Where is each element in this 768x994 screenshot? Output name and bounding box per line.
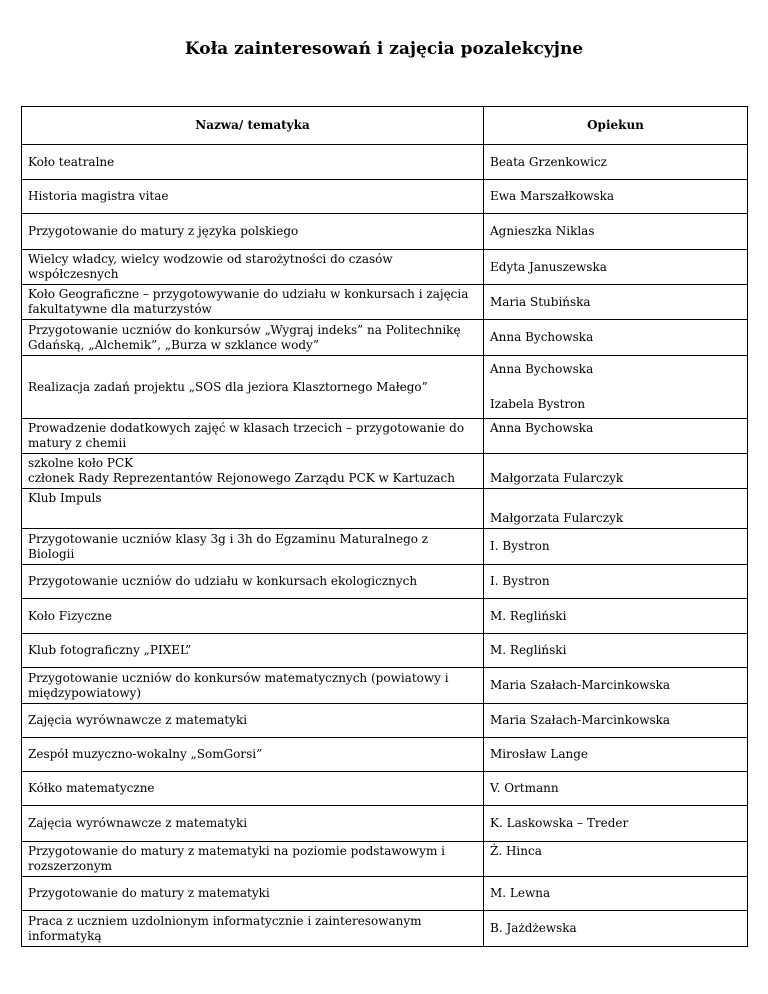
activity-name: Klub fotograficzny „PIXEL”	[22, 634, 484, 668]
table-row	[22, 180, 748, 214]
activity-name: Prowadzenie dodatkowych zajęć w klasach trzecich – przygotowanie do matury z chemii	[22, 419, 484, 454]
activity-name: Historia magistra vitae	[22, 180, 484, 214]
table-row	[22, 772, 748, 806]
table-row	[22, 704, 748, 738]
activity-name: Przygotowanie uczniów do konkursów „Wygraj indeks” na Politechnikę Gdańską, „Alchemik”, „Burza w szklance wody”	[22, 320, 484, 356]
activity-supervisor-2: Izabela Bystron	[490, 397, 586, 411]
table-row	[22, 214, 748, 250]
header-supervisor: Opiekun	[484, 107, 748, 145]
activity-supervisor: Ż. Hinca	[484, 842, 748, 877]
table-row	[22, 320, 748, 356]
activity-supervisor: Agnieszka Niklas	[484, 214, 748, 250]
header-name: Nazwa/ tematyka	[22, 107, 484, 145]
table-row	[22, 911, 748, 947]
activity-supervisor: Maria Szałach-Marcinkowska	[484, 704, 748, 738]
activity-name: Zajęcia wyrównawcze z matematyki	[22, 806, 484, 842]
page-title: Koła zainteresowań i zajęcia pozalekcyjne	[184, 39, 584, 59]
activity-supervisor: Edyta Januszewska	[484, 250, 748, 285]
activity-supervisor: Małgorzata Fularczyk	[484, 489, 748, 529]
table-row	[22, 285, 748, 320]
table-row	[22, 356, 748, 419]
activity-name: Zajęcia wyrównawcze z matematyki	[22, 704, 484, 738]
table-row	[22, 419, 748, 454]
activity-supervisor: Maria Szałach-Marcinkowska	[484, 668, 748, 704]
activity-supervisor: V. Ortmann	[484, 772, 748, 806]
activity-name-group	[22, 454, 484, 489]
activity-name: Wielcy władcy, wielcy wodzowie od starożytności do czasów współczesnych	[22, 250, 484, 285]
table-row	[22, 489, 748, 529]
activity-name: Przygotowanie uczniów do udziału w konkursach ekologicznych	[22, 565, 484, 599]
activity-supervisor: B. Jażdżewska	[484, 911, 748, 947]
table-row	[22, 738, 748, 772]
table-row	[22, 529, 748, 565]
activity-name: szkolne koło PCK	[28, 456, 134, 470]
table-row	[22, 634, 748, 668]
activity-supervisor: M. Regliński	[484, 599, 748, 634]
activity-name: Kółko matematyczne	[22, 772, 484, 806]
activity-name: Przygotowanie do matury z języka polskiego	[22, 214, 484, 250]
activity-name: Koło Geograficzne – przygotowywanie do udziału w konkursach i zajęcia fakultatywne dla maturzystów	[22, 285, 484, 320]
table-row	[22, 668, 748, 704]
table-row	[22, 454, 748, 489]
activity-supervisor: Anna Bychowska	[484, 320, 748, 356]
activity-supervisor: Maria Stubińska	[484, 285, 748, 320]
activity-name: Przygotowanie uczniów klasy 3g i 3h do Egzaminu Maturalnego z Biologii	[22, 529, 484, 565]
table-row	[22, 599, 748, 634]
activity-supervisor: Beata Grzenkowicz	[484, 145, 748, 180]
activity-name: Przygotowanie do matury z matematyki na poziomie podstawowym i rozszerzonym	[22, 842, 484, 877]
table-row	[22, 877, 748, 911]
activity-supervisor: Anna Bychowska	[484, 419, 748, 454]
activity-name: Koło teatralne	[22, 145, 484, 180]
activity-name: Przygotowanie do matury z matematyki	[22, 877, 484, 911]
activity-name: Realizacja zadań projektu „SOS dla jeziora Klasztornego Małego”	[22, 356, 484, 419]
activity-supervisor: M. Regliński	[484, 634, 748, 668]
activity-name: Zespół muzyczno-wokalny „SomGorsi”	[22, 738, 484, 772]
activity-supervisor: Anna Bychowska	[490, 362, 594, 376]
table-header-row	[22, 107, 748, 145]
activity-supervisor: I. Bystron	[484, 529, 748, 565]
activity-supervisors	[484, 356, 748, 419]
activity-name: Koło Fizyczne	[22, 599, 484, 634]
activity-supervisor: Mirosław Lange	[484, 738, 748, 772]
table-row	[22, 250, 748, 285]
activity-name: Praca z uczniem uzdolnionym informatycznie i zainteresowanym informatyką	[22, 911, 484, 947]
activity-supervisor: K. Laskowska – Treder	[484, 806, 748, 842]
activities-table	[21, 106, 748, 947]
activity-supervisor: M. Lewna	[484, 877, 748, 911]
table-row	[22, 806, 748, 842]
activity-name: Klub Impuls	[22, 489, 484, 529]
activity-supervisor: Małgorzata Fularczyk	[484, 454, 748, 489]
activity-supervisor: I. Bystron	[484, 565, 748, 599]
activity-name: Przygotowanie uczniów do konkursów matematycznych (powiatowy i międzypowiatowy)	[22, 668, 484, 704]
table-row	[22, 565, 748, 599]
activity-supervisor: Ewa Marszałkowska	[484, 180, 748, 214]
activity-name-2: członek Rady Reprezentantów Rejonowego Zarządu PCK w Kartuzach	[28, 471, 455, 485]
table-row	[22, 842, 748, 877]
table-row	[22, 145, 748, 180]
